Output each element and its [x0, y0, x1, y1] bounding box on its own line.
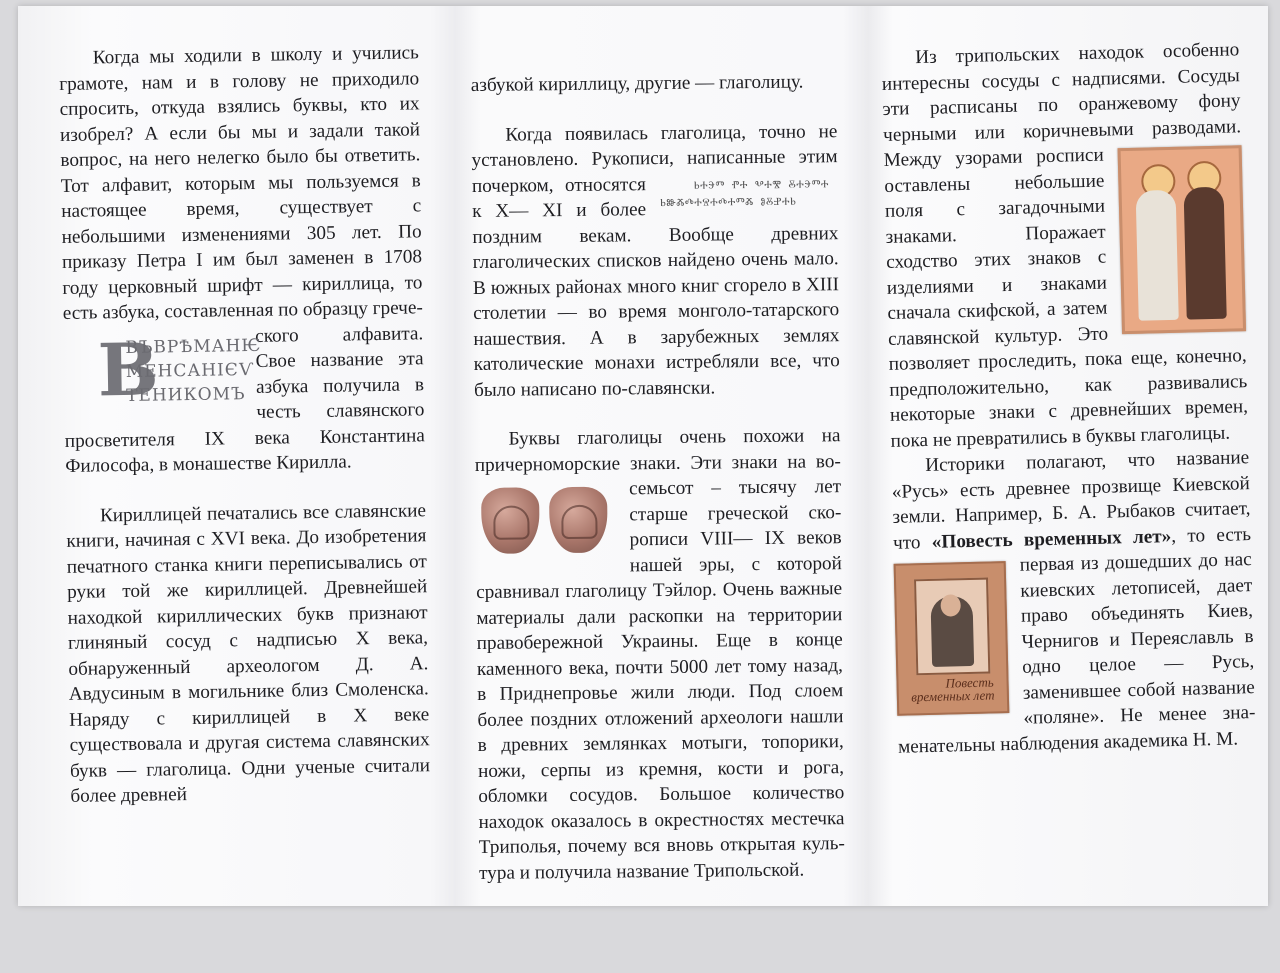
book-cover-title: Повесть временных лет	[911, 674, 995, 705]
column2-text-a: Когда появилась глаголица, точно не установлено. Рукописи, написанные этим почерком, отно	[471, 120, 838, 197]
column3-text-e: нас киевских летописей, дает право объединять Киев, Чернигов и Переяславль в одно целое — Русь, заменившее собой название «поляне». Не менее знаменательны наблюдения академика Н. М.	[897, 549, 1256, 758]
glagolitic-line: ⰓⰖⰆⰄⰀⰔⰀⰄⰀⰕⰆ ⰑⰋⰐⰀⰓ	[660, 195, 797, 209]
column-3	[880, 0, 1261, 946]
column-2	[470, 2, 846, 973]
cyrillic-manuscript-image: В ВЪВРѢМАНѤ МЕНСАНIЄѴ ТЕНИКОМЪ	[63, 330, 242, 411]
column3-text-b: Между узорами росписи оставлены небольшие поля с загадочными знаками. Поражает сходство этих знаков с изделиями и знаками сначала скифской, а затем славянской культур. Это позволяет проследить, пока еще, конечно, предположительно, как развивались некоторые знаки с древнейших времен, пока не превратились в буквы глаголицы.	[883, 144, 1249, 452]
column-1	[58, 0, 433, 946]
column3-text-c: Историки полагают, что название «Русь» есть древнее прозвище Киевской земли. Например, Б. А. Рыбаков считает, что	[891, 447, 1251, 554]
trypillia-vessels-image	[475, 483, 616, 564]
column3-text-d: , то есть первая из дошедших до	[1019, 523, 1252, 576]
paragraph	[891, 445, 1256, 760]
manuscript-line: ВЪВРѢМАНѤ	[125, 335, 262, 358]
column1-text-b: разцу греческого алфавита. Свое название эта азбука получила в честь славянского просветителя IX века Константина Философа, в монашестве Кирилла.	[64, 297, 425, 477]
chronicle-book-cover-image	[894, 561, 1010, 716]
paragraph	[471, 119, 840, 403]
column2-text-b: сятся к X— XI и более поздним векам. Вообще древних глаголических списков найдено очень мало. В южных районах много книг сгорело в XIII столетии — во время монголо-татарского нашествия. А в зарубежных землях католические монахи истребляли все, что было написано по-славянски.	[472, 173, 840, 401]
paragraph	[474, 423, 845, 886]
clay-vessel	[481, 487, 540, 554]
column2-text-c: Буквы глаголицы очень похожи на причерноморские знаки. Эти знаки на во	[474, 425, 841, 476]
saints-icon-image	[1118, 145, 1247, 334]
paragraph: Кириллицей печатались все славянские книги, начиная с XVI века. До изобретения печатного станка книги переписывались от руки той же кириллицей. Древнейшей находкой кириллических букв признают глиняный сосуд с надписью X века, обнаруженный археологом Д. А. Авдусиным в могильнике близ Смоленска. Наряду с кириллицей в X веке существовала и другая система славянских букв — глаголица. Одни ученые считали более древней	[66, 499, 431, 807]
glagolitic-sample-image	[660, 176, 838, 218]
column1-text-a: Когда мы ходили в школу и учились грамоте, нам и в голову не приходило спросить, откуда взялись буквы, кто их изобрел? А если бы мы и задали такой вопрос, на него нелегко было бы ответить. Тот алфавит, которым мы пользуемся в настоящее время, существует с небольшими изменениями 305 лет. По приказу Петра I им был заменен в 1708 году церковный шрифт — кириллица, то есть азбука, составленная по об	[59, 42, 423, 324]
glagolitic-line: ⰓⰀⰅⰕ ⰒⰀ ⰂⰀⰊ ⰋⰀⰅⰕⰀ	[693, 177, 830, 192]
manuscript-line: ТЕНИКОМЪ	[125, 383, 246, 406]
chronicle-title: «Повесть временных лет»	[931, 525, 1172, 553]
manuscript-line: МЕНСАНIЄѴ	[125, 359, 255, 382]
brochure-sheet	[18, 6, 1268, 906]
column3-text-a: Из трипольских находок особенно интересны сосуды с надписями. Сосуды эти расписаны по оранжевому фону черными или коричневыми разводами.	[881, 39, 1242, 146]
column2-text-d: семьсот – тысячу лет старше греческой скорописи VIII— IX веков нашей эры, с которой сравнивал глаголицу Тэйлор. Очень важные материалы дали раскопки на территории правобережной Украины. Еще в конце каменного века, почти 5000 лет тому назад, в Приднепровье жили люди. Под слоем более поздних отложений археологи нашли в древних землянках мотыги, топорики, ножи, серпы из кремня, кости и рога, обломки сосудов. Большое количество находок оказалось в окрестностях местечка Триполья, почему вся вновь открытая культура и получила название Трипольской.	[476, 476, 845, 884]
clay-vessel	[549, 487, 608, 554]
paragraph	[881, 37, 1249, 454]
paragraph: азбукой кириллицу, другие — глаголицу.	[470, 71, 804, 96]
paragraph	[59, 40, 426, 479]
